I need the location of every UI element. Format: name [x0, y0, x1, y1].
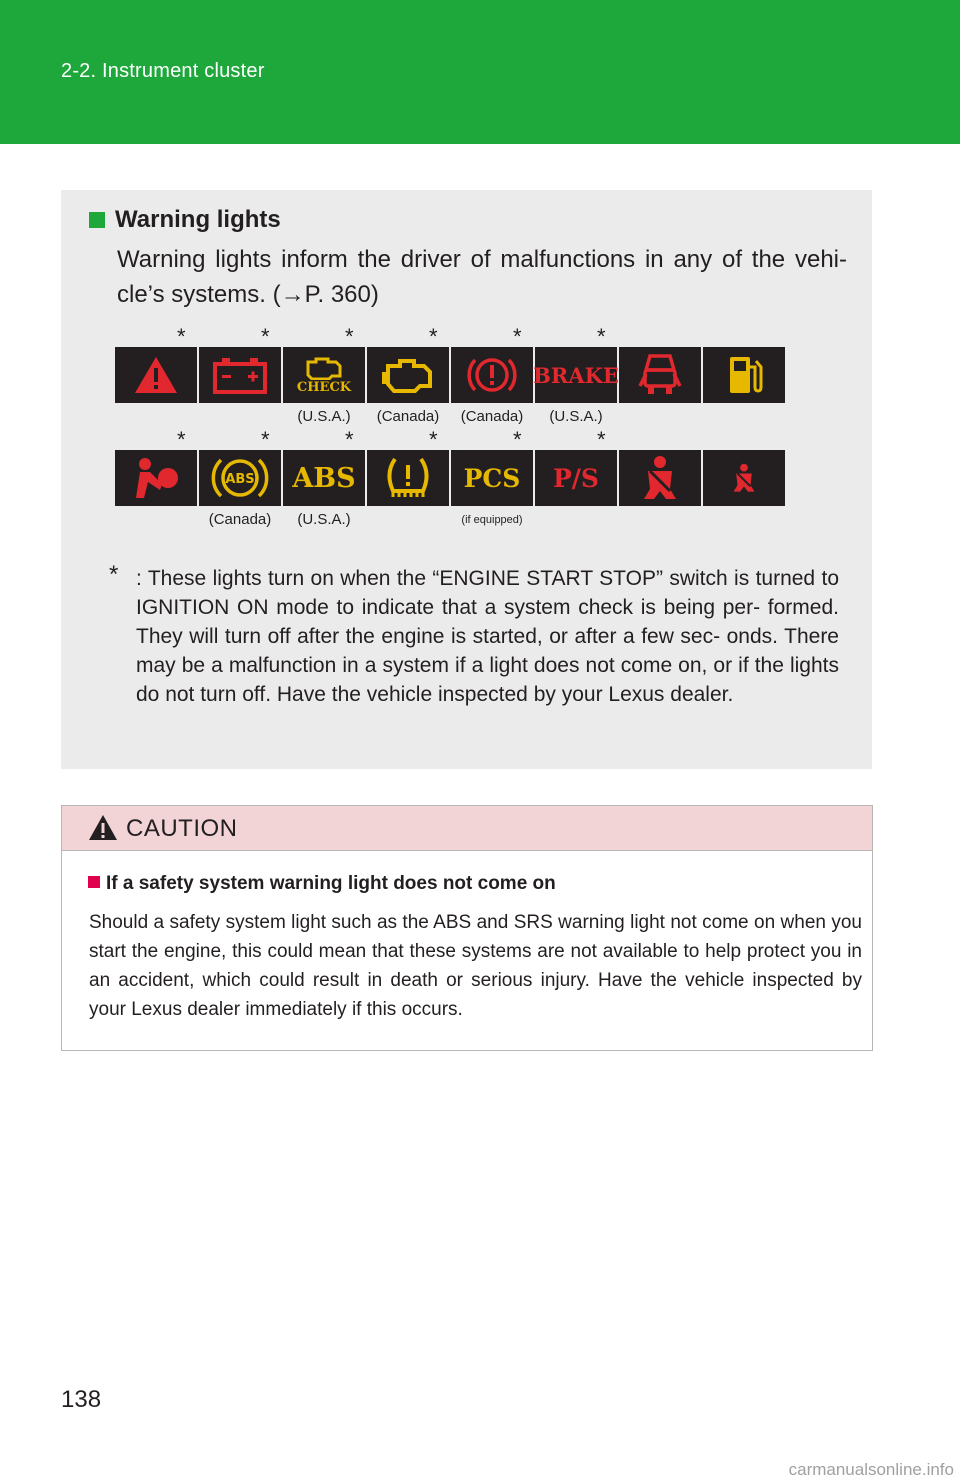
- svg-text:ABS: ABS: [225, 472, 255, 487]
- square-bullet-icon: [88, 876, 100, 888]
- warning-lights-row-2: [115, 427, 785, 506]
- footnote-text: : These lights turn on when the “ENGINE START STOP” switch is turned to IGNITION ON mode to indicate that a system check is being per- formed. They will turn off after the engine is started, or after a few sec- onds. There may be a malfunction in a system if a light does not come on, or if the lights do not turn off. Have the vehicle inspected by your Lexus dealer.: [136, 567, 839, 706]
- sublabel-usa-1: (U.S.A.): [297, 408, 351, 425]
- engine-icon: *: [367, 347, 449, 403]
- abs-circle-icon: * ABS: [199, 450, 281, 506]
- sublabel-usa-2: (U.S.A.): [549, 408, 603, 425]
- page-number: 138: [61, 1386, 102, 1413]
- caution-triangle-icon: [88, 814, 118, 841]
- power-steering-icon: * P/S: [535, 450, 617, 506]
- abs-text-icon: * ABS: [283, 450, 365, 506]
- footnote: [109, 561, 839, 709]
- warning-intro: Warning lights inform the driver of malfunctions in any of the vehi- cle’s systems. (→P. 360): [117, 246, 847, 308]
- caution-body: Should a safety system light such as the ABS and SRS warning light not come on when you start the engine, this could mean that these systems are not available to help protect you in an accident, which could result in death or serious injury. Have the vehicle inspected by your Lexus dealer immediately if this occurs.: [89, 912, 862, 1020]
- sublabel-canada-3: (Canada): [208, 511, 272, 528]
- section-title: 2-2. Instrument cluster: [61, 60, 265, 82]
- watermark: carmanualsonline.info: [788, 1460, 954, 1479]
- warning-lights-row-1: [115, 324, 785, 403]
- caution-title: CAUTION: [126, 815, 238, 842]
- brake-circle-icon: *: [451, 347, 533, 403]
- footnote-mark: *: [109, 561, 119, 588]
- pcs-text-icon: * PCS: [451, 450, 533, 506]
- sublabel-if-equipped: (if equipped): [461, 514, 523, 526]
- caution-header: [62, 806, 872, 851]
- caution-box: [61, 805, 873, 1051]
- battery-icon: *: [199, 347, 281, 403]
- tire-pressure-icon: *: [367, 450, 449, 506]
- caution-subheading: If a safety system warning light does not come on: [88, 873, 556, 895]
- seatbelt-icon: [619, 450, 701, 506]
- sublabel-usa-3: (U.S.A.): [297, 511, 351, 528]
- page-header: [0, 0, 960, 144]
- brake-text-icon: * BRAKE: [535, 347, 617, 403]
- sublabel-canada-2: (Canada): [460, 408, 524, 425]
- fuel-icon: [703, 347, 785, 403]
- warning-heading: Warning lights: [89, 206, 281, 234]
- seatbelt-small-icon: [703, 450, 785, 506]
- triangle-exclamation-icon: *: [115, 347, 197, 403]
- airbag-icon: *: [115, 450, 197, 506]
- door-open-icon: [619, 347, 701, 403]
- sublabel-canada-1: (Canada): [376, 408, 440, 425]
- check-engine-icon: * CHECK: [283, 347, 365, 403]
- square-bullet-icon: [89, 212, 105, 228]
- warning-lights-box: [61, 190, 872, 769]
